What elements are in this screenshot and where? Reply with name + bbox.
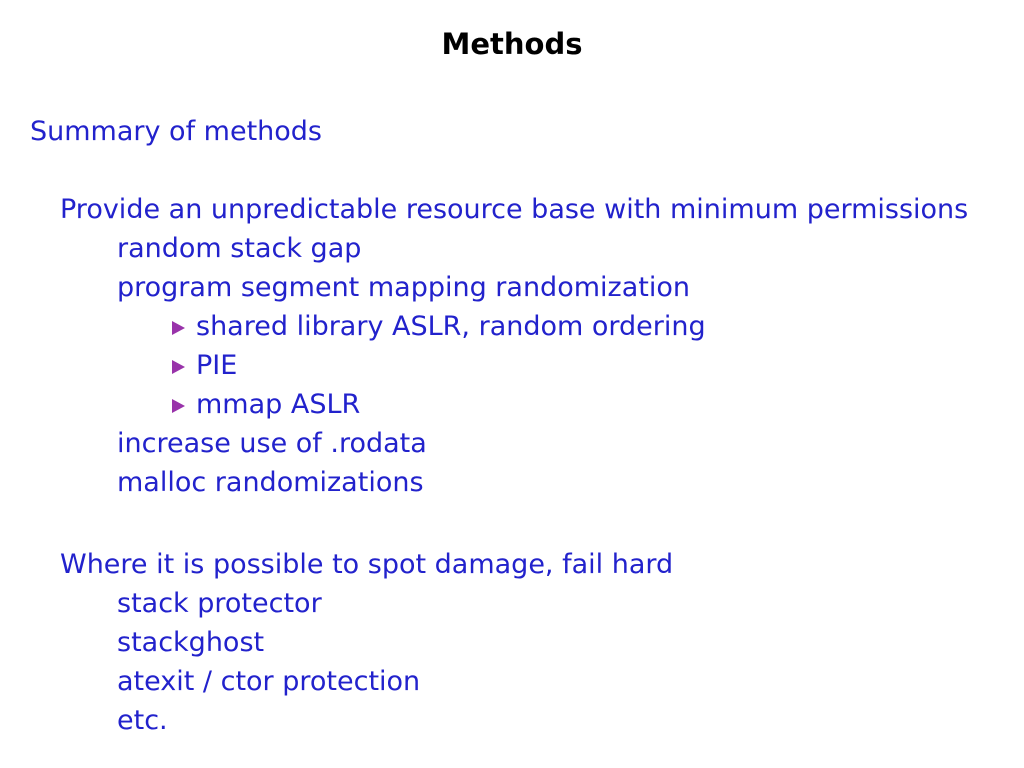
- triangle-bullet-icon: [172, 399, 185, 413]
- list-item: random stack gap: [117, 233, 362, 264]
- list-item: etc.: [117, 705, 168, 736]
- list-item: malloc randomizations: [117, 467, 424, 498]
- list-item: Provide an unpredictable resource base with minimum permissions: [60, 194, 969, 225]
- list-item: Summary of methods: [30, 116, 323, 147]
- list-item: [0, 307, 1024, 346]
- list-item: [0, 346, 1024, 385]
- blank-line: [0, 151, 1024, 190]
- list-item-label: shared library ASLR, random ordering: [196, 311, 706, 342]
- slide-title: Methods: [441, 27, 583, 61]
- list-item: Where it is possible to spot damage, fail hard: [60, 549, 674, 580]
- slide-body: [0, 112, 1024, 740]
- list-item: stackghost: [117, 627, 265, 658]
- list-item: program segment mapping randomization: [117, 272, 690, 303]
- list-item: [0, 385, 1024, 424]
- list-item: atexit / ctor protection: [117, 666, 421, 697]
- list-item: increase use of .rodata: [117, 428, 427, 459]
- blank-line: [0, 502, 1024, 545]
- list-item-label: PIE: [196, 350, 238, 381]
- list-item: stack protector: [117, 588, 322, 619]
- list-item-label: mmap ASLR: [196, 389, 361, 420]
- triangle-bullet-icon: [172, 360, 185, 374]
- triangle-bullet-icon: [172, 321, 185, 335]
